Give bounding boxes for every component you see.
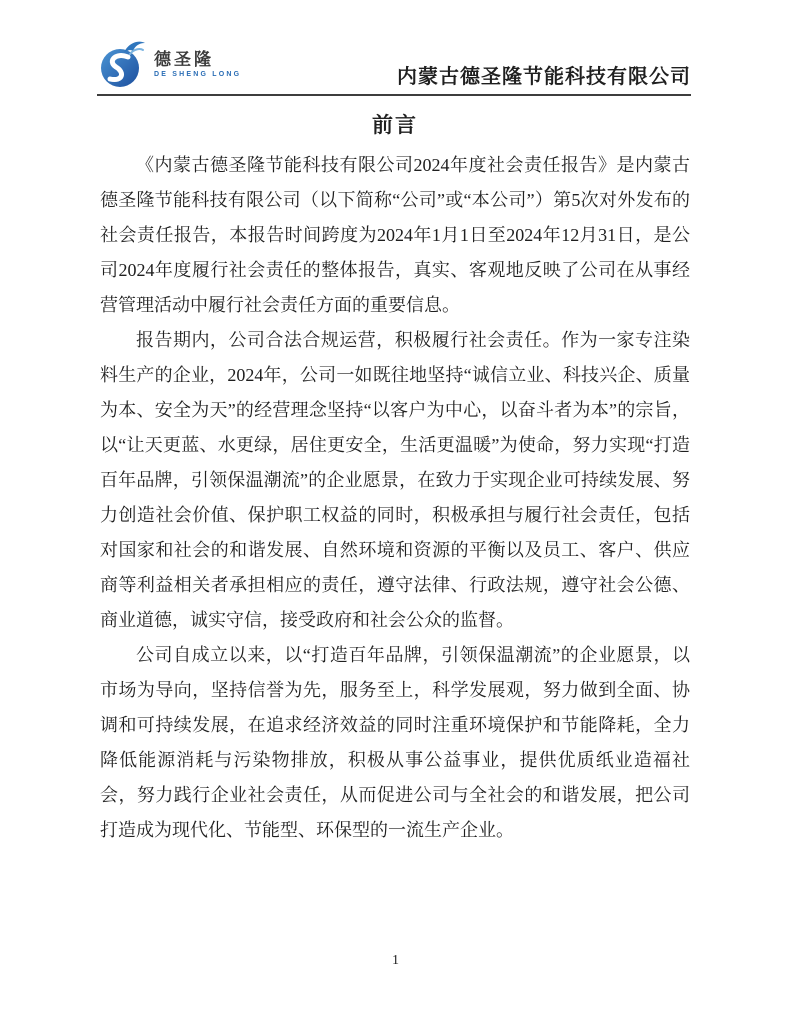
paragraph-report-scope: 《内蒙古德圣隆节能科技有限公司2024年度社会责任报告》是内蒙古德圣隆节能科技有限公司（以下简称“公司”或“本公司”）第5次对外发布的社会责任报告，本报告时间跨度为2024年1月1日至2024年12月31日，是公司2024年度履行社会责任的整体报告，真实、客观地反映了公司在从事经营管理活动中履行社会责任方面的重要信息。: [100, 155, 690, 315]
page-number: 1: [392, 953, 399, 968]
dragon-logo-icon: [97, 37, 149, 91]
logo-english-name: DE SHENG LONG: [154, 70, 242, 78]
logo-wordmark: [154, 51, 241, 78]
header-company-name: 内蒙古德圣隆节能科技有限公司: [397, 66, 691, 88]
logo-chinese-name: 德圣隆: [154, 49, 214, 69]
page-footer: [0, 951, 791, 969]
paragraph-reporting-period: 报告期内，公司合法合规运营，积极履行社会责任。作为一家专注染料生产的企业，2024年，公司一如既往地坚持“诚信立业、科技兴企、质量为本、安全为天”的经营理念坚持“以客户为中心，以奋斗者为本”的宗旨，以“让天更蓝、水更绿，居住更安全，生活更温暖”为使命，努力实现“打造百年品牌，引领保温潮流”的企业愿景，在致力于实现企业可持续发展、努力创造社会价值、保护职工权益的同时，积极承担与履行社会责任，包括对国家和社会的和谐发展、自然环境和资源的平衡以及员工、客户、供应商等利益相关者承担相应的责任，遵守法律、行政法规，遵守社会公德、商业道德，诚实守信，接受政府和社会公众的监督。: [100, 330, 690, 630]
company-logo: [97, 37, 241, 94]
document-body: [100, 100, 690, 848]
document-title: 前言: [372, 113, 418, 137]
page-header: [97, 34, 691, 96]
paragraph-company-vision: 公司自成立以来，以“打造百年品牌，引领保温潮流”的企业愿景，以市场为导向，坚持信誉为先，服务至上，科学发展观，努力做到全面、协调和可持续发展，在追求经济效益的同时注重环境保护和节能降耗，全力降低能源消耗与污染物排放，积极从事公益事业，提供优质纸业造福社会，努力践行企业社会责任，从而促进公司与全社会的和谐发展，把公司打造成为现代化、节能型、环保型的一流生产企业。: [100, 645, 690, 840]
